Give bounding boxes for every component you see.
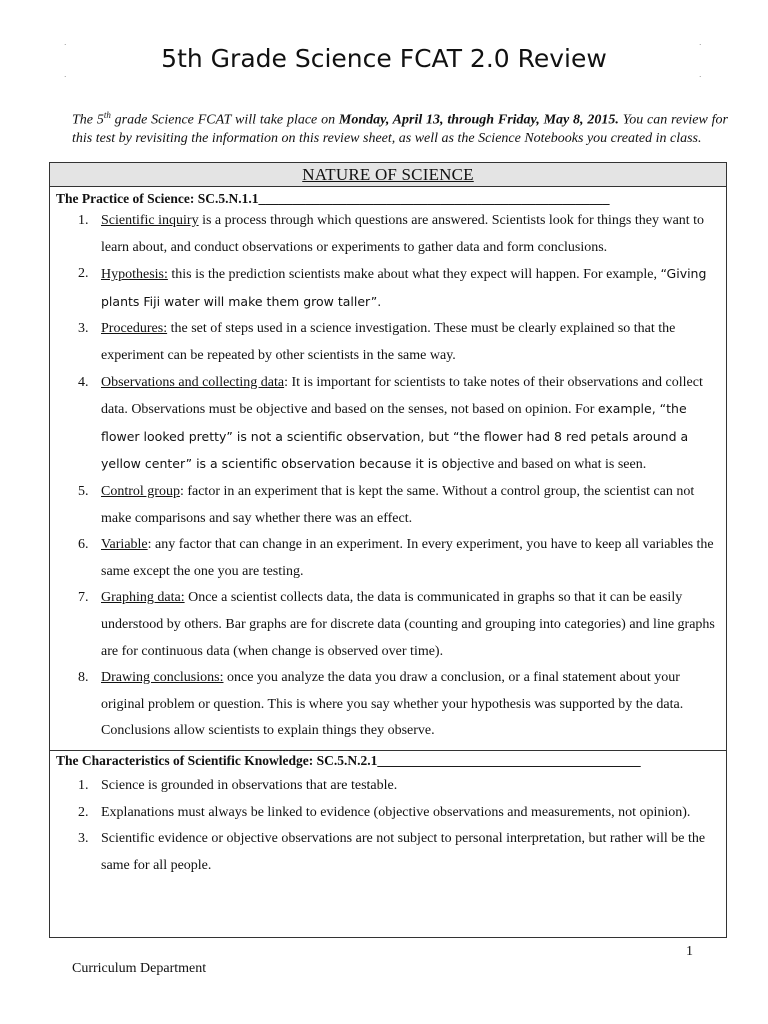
section-heading-practice: The Practice of Science: SC.5.N.1.1____________________________________________________	[56, 191, 610, 206]
definition: Once a scientist collects data, the data is communicated in graphs so that it can be easily understood by others. Bar graphs are for discrete data (counting and grouping into categories) and line graphs are for continuous data (when change is observed over time).	[101, 590, 715, 659]
intro-superscript: th	[103, 110, 111, 120]
term: Observations and collecting data	[101, 374, 285, 390]
definition: : It is important for scientists to take notes of their observations and collect data. Observations must be objective and based on the senses, not based on opinion. For	[101, 374, 703, 418]
intro-text: grade Science FCAT will take place on	[110, 112, 339, 128]
example-text: example, “the flower looked pretty” is not a scientific observation, but “the flower had 8 red petals around a yellow center” is a scientific observation because it is obj	[101, 401, 689, 472]
definition-tail: ective and based on what is seen.	[460, 457, 647, 473]
term: Procedures:	[101, 321, 168, 337]
section-divider	[50, 750, 726, 751]
term: Drawing conclusions:	[101, 670, 224, 686]
practice-list	[50, 208, 726, 745]
term: Graphing data:	[101, 590, 185, 606]
list-item	[50, 479, 726, 532]
list-item	[50, 208, 726, 261]
item-number: 2.	[78, 804, 89, 820]
list-item	[50, 665, 726, 745]
characteristics-list	[50, 773, 726, 879]
list-item	[50, 585, 726, 665]
item-number: 1.	[78, 213, 89, 228]
intro-text: The 5	[72, 112, 104, 128]
term: Control group	[101, 483, 180, 499]
item-number: 3.	[78, 831, 89, 847]
definition: the set of steps used in a science investigation. These must be clearly explained so that the experiment can be repeated by other scientists in the same way.	[101, 321, 676, 363]
item-number: 3.	[78, 321, 89, 337]
page-number: 1	[686, 944, 693, 959]
item-number: 4.	[78, 374, 89, 390]
section-heading-characteristics: The Characteristics of Scientific Knowledge: SC.5.N.2.1_______________________________________	[56, 753, 641, 768]
corner-mark: ·	[699, 41, 702, 49]
item-number: 5.	[78, 483, 89, 499]
list-item	[50, 826, 726, 879]
list-item	[50, 370, 726, 479]
footer-text: Curriculum Department	[72, 961, 207, 976]
statement: Scientific evidence or objective observations are not subject to personal interpretation, but rather will be the same for all people.	[101, 831, 706, 873]
item-number: 2.	[78, 266, 89, 282]
definition: : factor in an experiment that is kept the same. Without a control group, the scientist can not make comparisons and say whether there was an effect.	[101, 483, 695, 526]
statement: Explanations must always be linked to evidence (objective observations and measurements, not opinion).	[101, 804, 691, 820]
definition: is a process through which questions are answered. Scientists look for things they want to learn about, and conduct observations or experiments to gather data and form conclusions.	[101, 213, 705, 255]
band-title: NATURE OF SCIENCE	[302, 165, 474, 184]
list-item	[50, 773, 726, 800]
term: Scientific inquiry	[101, 213, 199, 228]
item-number: 6.	[78, 537, 89, 553]
intro-text: You can review for this test by revisiting the information on this review sheet, as well as the Science Notebooks you created in class.	[72, 112, 729, 146]
review-box	[49, 162, 727, 938]
statement: Science is grounded in observations that are testable.	[101, 778, 398, 793]
list-item	[50, 316, 726, 369]
list-item	[50, 532, 726, 585]
page-title: 5th Grade Science FCAT 2.0 Review	[161, 44, 607, 73]
term: Hypothesis:	[101, 267, 168, 283]
test-dates: Monday, April 13, through Friday, May 8, 2015.	[338, 112, 619, 128]
item-number: 8.	[78, 670, 89, 686]
definition: once you analyze the data you draw a conclusion, or a final statement about your original problem or question. This is where you say whether your hypothesis was supported by the data. Conclusions allow scientists to explain things they observe.	[101, 670, 684, 739]
intro-paragraph	[72, 106, 728, 148]
corner-mark: ·	[699, 73, 702, 81]
term: Variable	[101, 537, 148, 553]
item-number: 7.	[78, 590, 89, 606]
example-text: “Giving plants Fiji water will make them grow taller”.	[101, 266, 707, 309]
definition: this is the prediction scientists make about what they expect will happen. For example,	[167, 267, 661, 283]
corner-mark: ·	[64, 73, 67, 81]
item-number: 1.	[78, 778, 89, 793]
definition: : any factor that can change in an experiment. In every experiment, you have to keep all variables the same except the one you are testing.	[101, 537, 714, 579]
corner-mark: ·	[64, 41, 67, 49]
list-item	[50, 800, 726, 827]
list-item	[50, 261, 726, 316]
section-band	[50, 163, 726, 187]
